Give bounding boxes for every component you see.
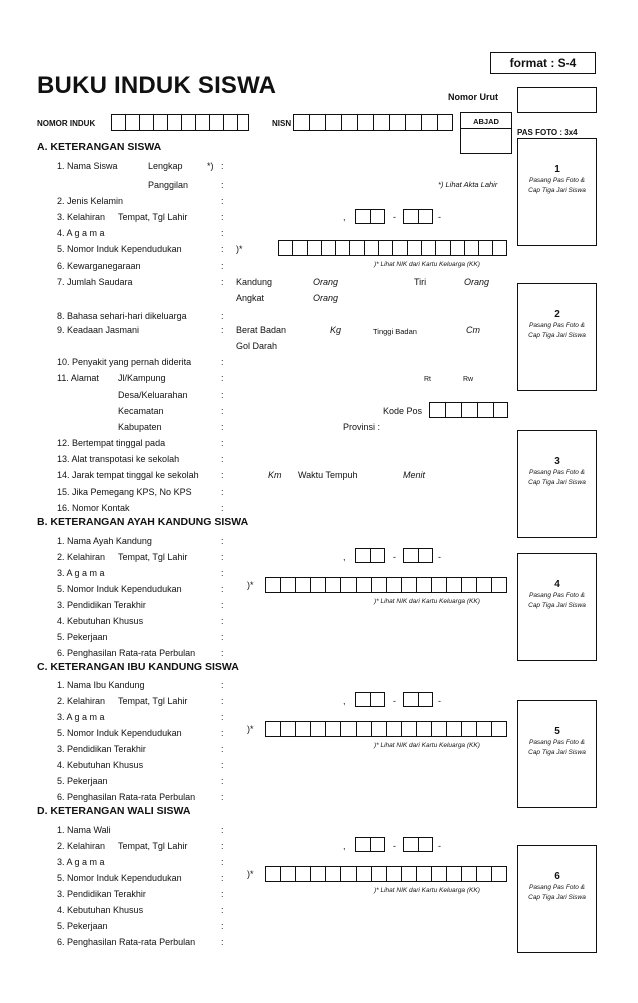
- dash: -: [393, 212, 396, 222]
- label-kg: Kg: [330, 325, 342, 335]
- note-nik: )* Lihat NIK dari Kartu Keluarga (KK): [374, 887, 480, 894]
- label-b-row: 5. Nomor Induk Kependudukan: [57, 584, 182, 594]
- label-nik: 5. Nomor Induk Kependudukan: [57, 244, 182, 254]
- section-b-title: B. KETERANGAN AYAH KANDUNG SISWA: [37, 516, 249, 528]
- label-b-row: 5. Pekerjaan: [57, 632, 108, 642]
- photo-box-2[interactable]: 2 Pasang Pas Foto & Cap Tiga Jari Siswa: [517, 283, 597, 391]
- label-c-row: 3. Pendidikan Terakhir: [57, 744, 146, 754]
- photo-box-4[interactable]: 4 Pasang Pas Foto & Cap Tiga Jari Siswa: [517, 553, 597, 661]
- colon: :: [221, 728, 224, 738]
- nomor-induk-cells[interactable]: [111, 114, 249, 131]
- photo-box-3[interactable]: 3 Pasang Pas Foto & Cap Tiga Jari Siswa: [517, 430, 597, 538]
- label-angkat: Angkat: [236, 293, 265, 303]
- colon: :: [221, 632, 224, 642]
- photo-box-1[interactable]: 1 Pasang Pas Foto & Cap Tiga Jari Siswa: [517, 138, 597, 246]
- label-panggilan: Panggilan: [148, 180, 189, 190]
- colon: :: [221, 680, 224, 690]
- colon: :: [221, 648, 224, 658]
- colon: :: [221, 470, 224, 480]
- label-c-row: 1. Nama Ibu Kandung: [57, 680, 145, 690]
- nisn-label: NISN: [272, 119, 292, 128]
- abjad-divider: [460, 128, 512, 129]
- note-nik: )* Lihat NIK dari Kartu Keluarga (KK): [374, 598, 480, 605]
- label-kecamatan: Kecamatan: [118, 406, 164, 416]
- label-d-row: 1. Nama Wali: [57, 825, 111, 835]
- colon: :: [221, 616, 224, 626]
- colon: :: [221, 196, 224, 206]
- label-jarak: 14. Jarak tempat tinggal ke sekolah: [57, 470, 199, 480]
- section-a-title: A. KETERANGAN SISWA: [37, 141, 162, 153]
- colon: :: [221, 552, 224, 562]
- label-b-row: 6. Penghasilan Rata-rata Perbulan: [57, 648, 196, 658]
- b-tgl-month-cells[interactable]: [403, 548, 433, 563]
- colon: :: [221, 841, 224, 851]
- colon: :: [221, 584, 224, 594]
- label-gol-darah: Gol Darah: [236, 341, 278, 351]
- label-menit: Menit: [403, 470, 426, 480]
- label-kabupaten: Kabupaten: [118, 422, 162, 432]
- nik-cells-d[interactable]: [265, 866, 507, 882]
- star-paren: )*: [247, 869, 254, 879]
- d-tgl-month-cells[interactable]: [403, 837, 433, 852]
- label-b-row: 1. Nama Ayah Kandung: [57, 536, 152, 546]
- label-provinsi: Provinsi :: [343, 422, 381, 432]
- colon: :: [221, 503, 224, 513]
- colon: :: [221, 180, 224, 190]
- colon: :: [221, 889, 224, 899]
- colon: :: [221, 261, 224, 271]
- colon: :: [221, 406, 224, 416]
- label-c-row: 5. Pekerjaan: [57, 776, 108, 786]
- nik-cells-c[interactable]: [265, 721, 507, 737]
- nisn-cells[interactable]: [293, 114, 453, 131]
- dash: -: [438, 841, 441, 851]
- label-berat-badan: Berat Badan: [236, 325, 287, 335]
- colon: :: [221, 244, 224, 254]
- photo-box-6[interactable]: 6 Pasang Pas Foto & Cap Tiga Jari Siswa: [517, 845, 597, 953]
- label-kode-pos: Kode Pos: [383, 406, 423, 416]
- note-nik: )* Lihat NIK dari Kartu Keluarga (KK): [374, 261, 480, 268]
- label-kandung: Kandung: [236, 277, 273, 287]
- nik-cells-a[interactable]: [278, 240, 507, 256]
- label-tempat-tgl-lahir: Tempat, Tgl Lahir: [118, 841, 188, 851]
- label-alat-transportasi: 13. Alat transpotasi ke sekolah: [57, 454, 180, 464]
- label-c-row: 6. Penghasilan Rata-rata Perbulan: [57, 792, 196, 802]
- pas-foto-label: PAS FOTO : 3x4: [517, 128, 578, 137]
- label-keadaan-jasmani: 9. Keadaan Jasmani: [57, 325, 140, 335]
- label-d-row: 6. Penghasilan Rata-rata Perbulan: [57, 937, 196, 947]
- abjad-label: ABJAD: [473, 117, 499, 126]
- label-b-row: 3. A g a m a: [57, 568, 105, 578]
- section-d-title: D. KETERANGAN WALI SISWA: [37, 805, 191, 817]
- colon: :: [221, 857, 224, 867]
- comma: ,: [343, 841, 346, 851]
- kode-pos-cells[interactable]: [429, 402, 508, 418]
- label-tempat-tgl-lahir: Tempat, Tgl Lahir: [118, 552, 188, 562]
- colon: :: [221, 712, 224, 722]
- label-c-row: 3. A g a m a: [57, 712, 105, 722]
- dash: -: [393, 841, 396, 851]
- comma: ,: [343, 696, 346, 706]
- label-b-row: 3. Pendidikan Terakhir: [57, 600, 146, 610]
- label-waktu-tempuh: Waktu Tempuh: [298, 470, 358, 480]
- colon: :: [221, 536, 224, 546]
- label-c-row: 5. Nomor Induk Kependudukan: [57, 728, 182, 738]
- dash: -: [438, 552, 441, 562]
- dash: -: [438, 212, 441, 222]
- label-tinggi-badan: Tinggi Badan: [373, 327, 417, 336]
- label-alamat: 11. Alamat: [57, 373, 99, 383]
- label-tempat-tgl-lahir: Tempat, Tgl Lahir: [118, 212, 188, 222]
- label-jenis-kelamin: 2. Jenis Kelamin: [57, 196, 124, 206]
- label-km: Km: [268, 470, 282, 480]
- label-bertempat-tinggal: 12. Bertempat tinggal pada: [57, 438, 166, 448]
- star-paren: )*: [247, 580, 254, 590]
- format-label: format : S-4: [509, 56, 577, 70]
- dash: -: [438, 696, 441, 706]
- label-kps: 15. Jika Pemegang KPS, No KPS: [57, 487, 192, 497]
- label-tempat-tgl-lahir: Tempat, Tgl Lahir: [118, 696, 188, 706]
- label-d-row: 2. Kelahiran: [57, 841, 106, 851]
- colon: :: [221, 487, 224, 497]
- label-orang: Orang: [313, 277, 339, 287]
- label-c-row: 4. Kebutuhan Khusus: [57, 760, 144, 770]
- label-d-row: 4. Kebutuhan Khusus: [57, 905, 144, 915]
- nomor-induk-label: NOMOR INDUK: [37, 119, 96, 128]
- comma: ,: [343, 552, 346, 562]
- colon: :: [221, 921, 224, 931]
- label-penyakit: 10. Penyakit yang pernah diderita: [57, 357, 192, 367]
- label-nama-siswa: 1. Nama Siswa: [57, 161, 118, 171]
- colon: :: [221, 776, 224, 786]
- nik-cells-b[interactable]: [265, 577, 507, 593]
- label-orang: Orang: [464, 277, 490, 287]
- label-c-row: 2. Kelahiran: [57, 696, 106, 706]
- dash: -: [393, 552, 396, 562]
- label-nomor-kontak: 16. Nomor Kontak: [57, 503, 130, 513]
- c-tgl-month-cells[interactable]: [403, 692, 433, 707]
- tgl-lahir-month-cells[interactable]: [403, 209, 433, 224]
- colon: :: [221, 228, 224, 238]
- d-tgl-day-cells[interactable]: [355, 837, 385, 852]
- colon: :: [221, 422, 224, 432]
- colon: :: [221, 873, 224, 883]
- section-c-title: C. KETERANGAN IBU KANDUNG SISWA: [37, 661, 239, 673]
- c-tgl-day-cells[interactable]: [355, 692, 385, 707]
- colon: :: [221, 325, 224, 335]
- colon: :: [221, 825, 224, 835]
- star-paren: )*: [236, 244, 243, 254]
- label-b-row: 2. Kelahiran: [57, 552, 106, 562]
- label-star: *): [207, 161, 214, 171]
- label-b-row: 4. Kebutuhan Khusus: [57, 616, 144, 626]
- colon: :: [221, 744, 224, 754]
- document-title: BUKU INDUK SISWA: [37, 72, 277, 99]
- label-bahasa: 8. Bahasa sehari-hari dikeluarga: [57, 311, 187, 321]
- label-jl-kampung: Jl/Kampung: [118, 373, 166, 383]
- label-agama: 4. A g a m a: [57, 228, 105, 238]
- colon: :: [221, 161, 224, 171]
- dash: -: [393, 696, 396, 706]
- label-rw: Rw: [463, 376, 474, 383]
- label-desa: Desa/Keluarahan: [118, 390, 188, 400]
- tgl-lahir-day-cells[interactable]: [355, 209, 385, 224]
- colon: :: [221, 905, 224, 915]
- b-tgl-day-cells[interactable]: [355, 548, 385, 563]
- colon: :: [221, 760, 224, 770]
- colon: :: [221, 696, 224, 706]
- label-d-row: 3. A g a m a: [57, 857, 105, 867]
- comma: ,: [343, 212, 346, 222]
- colon: :: [221, 390, 224, 400]
- colon: :: [221, 212, 224, 222]
- star-paren: )*: [247, 724, 254, 734]
- photo-box-5[interactable]: 5 Pasang Pas Foto & Cap Tiga Jari Siswa: [517, 700, 597, 808]
- note-nik: )* Lihat NIK dari Kartu Keluarga (KK): [374, 742, 480, 749]
- colon: :: [221, 438, 224, 448]
- label-d-row: 3. Pendidikan Terakhir: [57, 889, 146, 899]
- label-d-row: 5. Pekerjaan: [57, 921, 108, 931]
- label-d-row: 5. Nomor Induk Kependudukan: [57, 873, 182, 883]
- colon: :: [221, 311, 224, 321]
- label-kewarganegaraan: 6. Kewarganegaraan: [57, 261, 141, 271]
- colon: :: [221, 373, 224, 383]
- label-orang: Orang: [313, 293, 339, 303]
- colon: :: [221, 937, 224, 947]
- label-rt: Rt: [424, 376, 431, 383]
- note-akta-lahir: *) Lihat Akta Lahir: [438, 180, 498, 189]
- label-jumlah-saudara: 7. Jumlah Saudara: [57, 277, 133, 287]
- nomor-urut-field[interactable]: [517, 87, 597, 113]
- colon: :: [221, 277, 224, 287]
- label-tiri: Tiri: [414, 277, 427, 287]
- label-lengkap: Lengkap: [148, 161, 183, 171]
- colon: :: [221, 792, 224, 802]
- label-cm: Cm: [466, 325, 480, 335]
- label-kelahiran: 3. Kelahiran: [57, 212, 106, 222]
- colon: :: [221, 568, 224, 578]
- colon: :: [221, 600, 224, 610]
- nomor-urut-label: Nomor Urut: [448, 92, 498, 102]
- colon: :: [221, 357, 224, 367]
- colon: :: [221, 454, 224, 464]
